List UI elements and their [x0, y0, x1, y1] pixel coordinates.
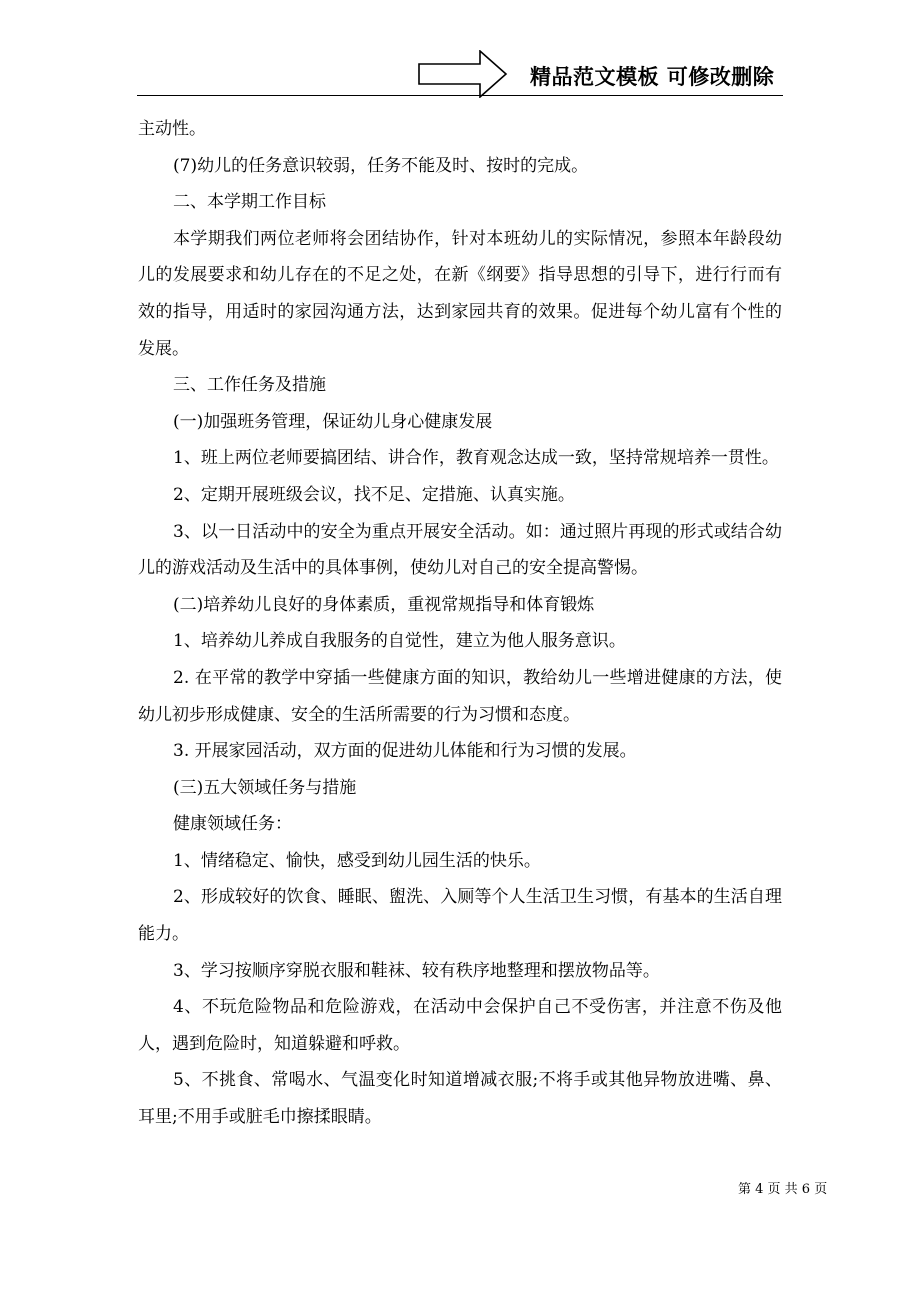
- page-header: [0, 0, 920, 100]
- subsection-heading: (三)五大领域任务与措施: [173, 777, 357, 798]
- paragraph: (7)幼儿的任务意识较弱，任务不能及时、按时的完成。: [173, 155, 589, 176]
- section-heading: 二、本学期工作目标: [173, 192, 326, 213]
- page-number: 第 4 页 共 6 页: [738, 1182, 828, 1197]
- list-item: 1、班上两位老师要搞团结、讲合作，教育观念达成一致，坚持常规培养一贯性。: [173, 448, 779, 469]
- list-item: 5、不挑食、常喝水、气温变化时知道增减衣服;不将手或其他异物放进嘴、鼻、耳里;不用手或脏毛巾擦揉眼睛。: [138, 1070, 782, 1128]
- list-item: 2、定期开展班级会议，找不足、定措施、认真实施。: [173, 484, 575, 505]
- section-heading: 三、工作任务及措施: [173, 375, 326, 396]
- paragraph: 健康领域任务：: [173, 814, 292, 835]
- arrow-right-icon: [418, 50, 508, 98]
- list-item: 4、不玩危险物品和危险游戏，在活动中会保护自己不受伤害，并注意不伤及他人，遇到危险时，知道躲避和呼救。: [138, 997, 782, 1054]
- list-item: 2、形成较好的饮食、睡眠、盥洗、入厕等个人生活卫生习惯，有基本的生活自理能力。: [138, 887, 782, 945]
- paragraph: 主动性。: [138, 119, 206, 139]
- list-item: 1、培养幼儿养成自我服务的自觉性，建立为他人服务意识。: [173, 631, 626, 652]
- list-item: 3. 开展家园活动，双方面的促进幼儿体能和行为习惯的发展。: [173, 741, 637, 762]
- list-item: 1、情绪稳定、愉快，感受到幼儿园生活的快乐。: [173, 850, 541, 871]
- list-item: 3、学习按顺序穿脱衣服和鞋袜、较有秩序地整理和摆放物品等。: [173, 960, 660, 981]
- list-item: 3、以一日活动中的安全为重点开展安全活动。如：通过照片再现的形式或结合幼儿的游戏活动及生活中的具体事例，使幼儿对自己的安全提高警惕。: [138, 521, 782, 579]
- header-divider: [137, 95, 783, 96]
- list-item: 2. 在平常的教学中穿插一些健康方面的知识，教给幼儿一些增进健康的方法，使幼儿初步形成健康、安全的生活所需要的行为习惯和态度。: [138, 667, 782, 725]
- paragraph: 本学期我们两位老师将会团结协作，针对本班幼儿的实际情况，参照本年龄段幼儿的发展要求和幼儿存在的不足之处，在新《纲要》指导思想的引导下，进行行而有效的指导，用适时的家园沟通方法，达到家园共育的效果。促进每个幼儿富有个性的发展。: [138, 228, 782, 359]
- header-title: 精品范文模板 可修改删除: [530, 65, 775, 89]
- subsection-heading: (二)培养幼儿良好的身体素质，重视常规指导和体育锻炼: [173, 594, 595, 615]
- subsection-heading: (一)加强班务管理，保证幼儿身心健康发展: [173, 411, 493, 432]
- document-body: [138, 111, 782, 1136]
